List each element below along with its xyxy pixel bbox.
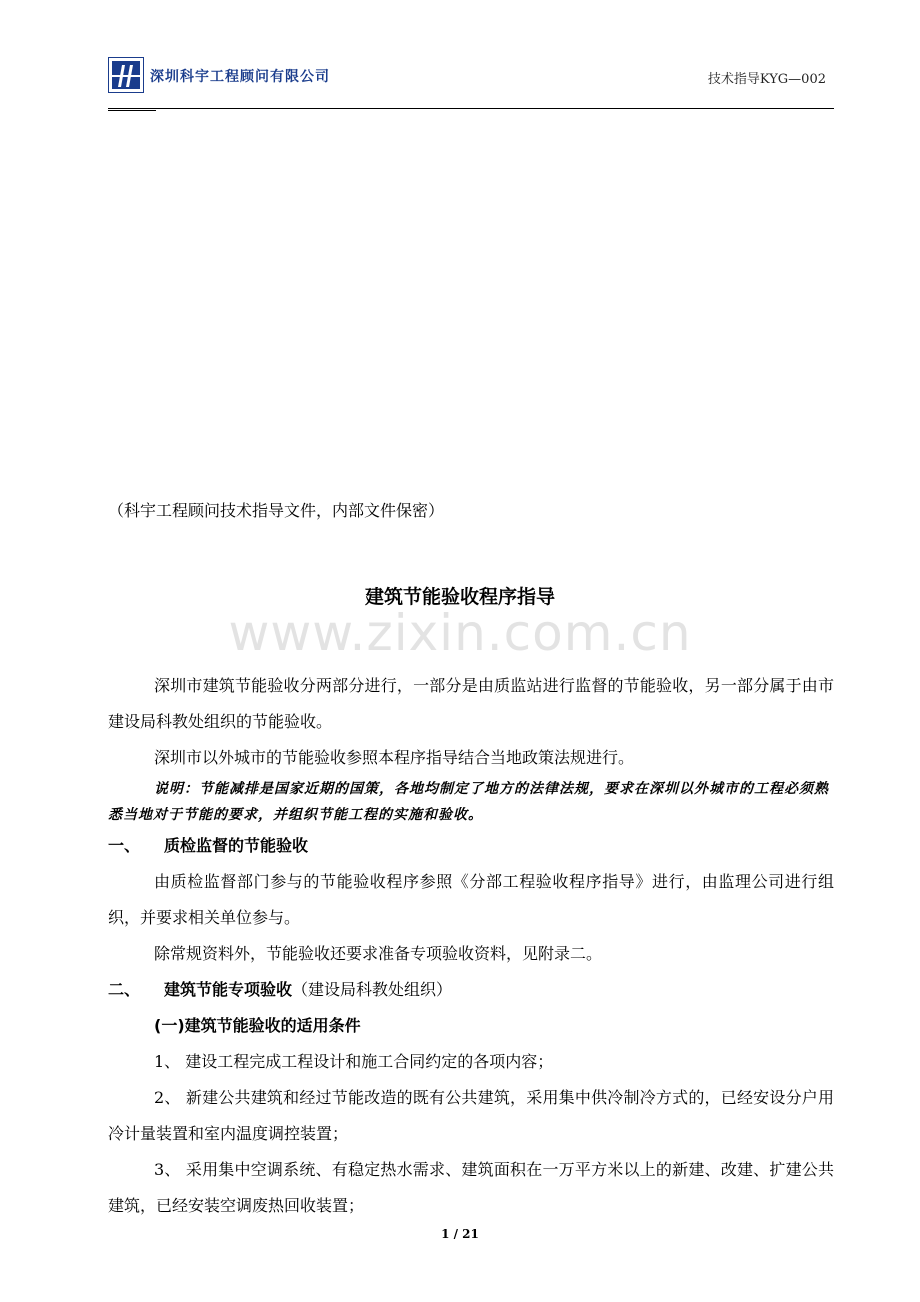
- watermark: www.zixin.com.cn: [228, 604, 692, 662]
- section-title: 建筑节能专项验收: [164, 980, 293, 999]
- body-paragraph: 除常规资料外，节能验收还要求准备专项验收资料，见附录二。: [154, 944, 603, 963]
- section-number: 一、: [108, 836, 141, 855]
- subsection-heading: (一)建筑节能验收的适用条件: [154, 1016, 361, 1035]
- section-number: 二、: [108, 980, 141, 999]
- header-divider: [108, 108, 834, 109]
- header-divider-accent: [108, 110, 156, 111]
- body-paragraph: 深圳市以外城市的节能验收参照本程序指导结合当地政策法规进行。: [154, 748, 635, 767]
- page-header: [108, 55, 834, 100]
- company-name: 深圳科宇工程顾问有限公司: [150, 69, 330, 85]
- company-logo-icon: [108, 57, 144, 93]
- section-title: 质检监督的节能验收: [164, 836, 309, 855]
- section-heading: [108, 972, 834, 1008]
- section-heading: [108, 828, 834, 864]
- explanation-note: 说明：节能减排是国家近期的国策，各地均制定了地方的法律法规，要求在深圳以外城市的工程必须熟悉当地对于节能的要求，并组织节能工程的实施和验收。: [108, 781, 829, 823]
- list-item: 1、 建设工程完成工程设计和施工合同约定的各项内容；: [154, 1052, 554, 1071]
- page-number: 1 / 21: [441, 1227, 479, 1241]
- document-code: 技术指导KYG—002: [707, 72, 826, 87]
- list-item: 2、 新建公共建筑和经过节能改造的既有公共建筑，采用集中供冷制冷方式的，已经安设分户用冷计量装置和室内温度调控装置；: [108, 1088, 834, 1143]
- list-item: 3、 采用集中空调系统、有稳定热水需求、建筑面积在一万平方米以上的新建、改建、扩建公共建筑，已经安装空调废热回收装置；: [108, 1160, 834, 1215]
- confidential-note: （科宇工程顾问技术指导文件，内部文件保密）: [108, 501, 445, 520]
- body-paragraph: 深圳市建筑节能验收分两部分进行，一部分是由质监站进行监督的节能验收，另一部分属于由市建设局科教处组织的节能验收。: [108, 676, 834, 731]
- body-paragraph: 由质检监督部门参与的节能验收程序参照《分部工程验收程序指导》进行，由监理公司进行组织，并要求相关单位参与。: [108, 872, 834, 927]
- document-title: 建筑节能验收程序指导: [364, 586, 555, 608]
- document-body: [108, 668, 834, 1224]
- section-title-suffix: （建设局科教处组织）: [292, 980, 453, 999]
